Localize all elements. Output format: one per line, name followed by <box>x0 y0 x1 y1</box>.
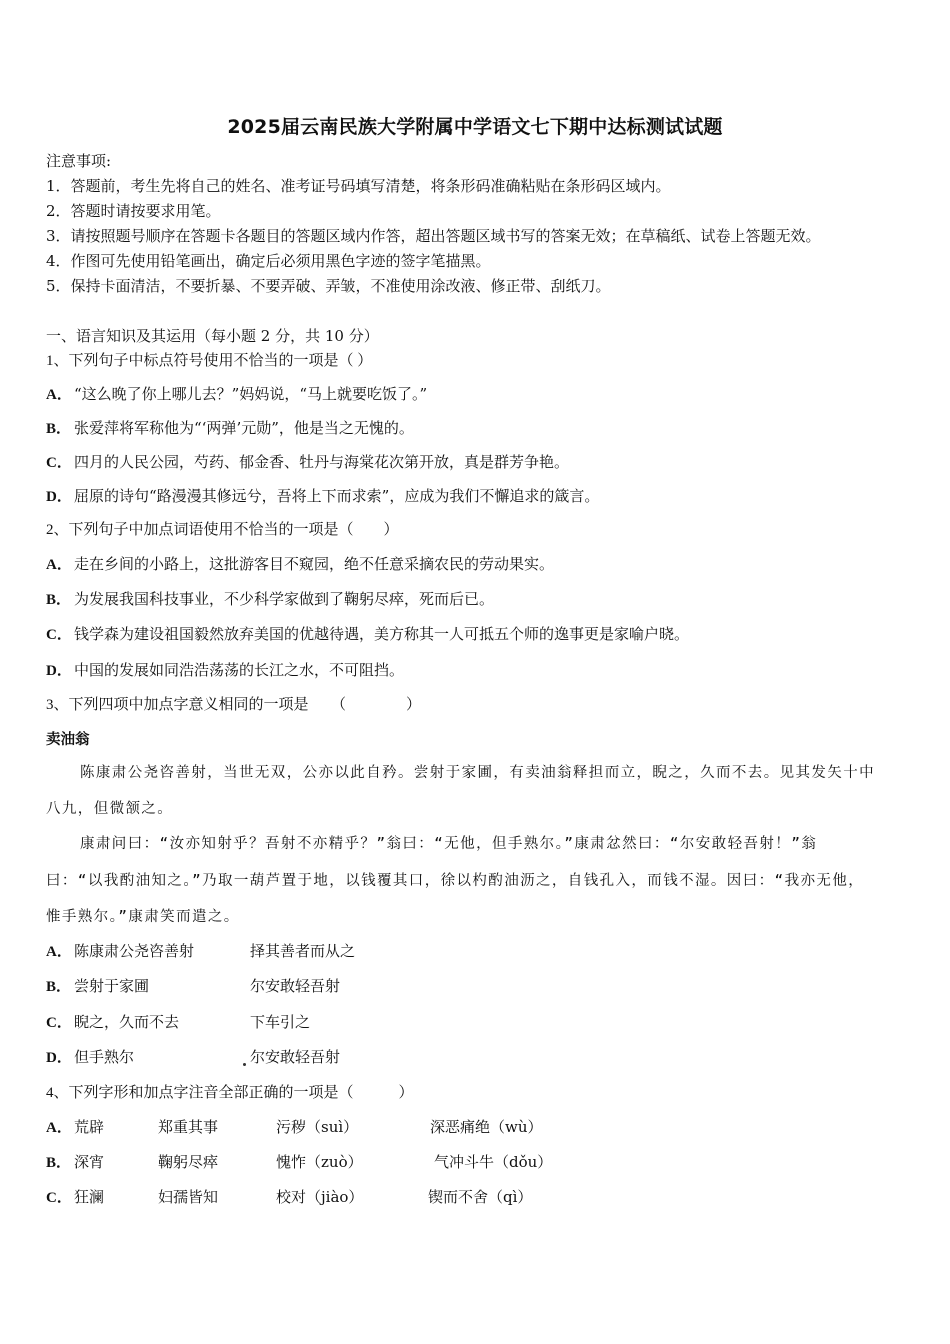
question-2-option-b <box>46 589 494 610</box>
option-left-text: 尝射于家圃 <box>74 977 150 995</box>
option-letter: B． <box>46 592 72 608</box>
question-3-option-c <box>46 1012 179 1033</box>
option-right-text: 尔安敢轻吾射 <box>250 1048 341 1066</box>
option-text: 中国的发展如同浩浩荡荡的长江之水，不可阻挡。 <box>74 661 405 679</box>
option-letter: D． <box>46 1050 72 1066</box>
notice-item: 4．作图可先使用铅笔画出，确定后必须用黑色字迹的签字笔描黑。 <box>46 252 491 270</box>
option-letter: A． <box>46 387 72 403</box>
option-text: “这么晚了你上哪儿去？”妈妈说，“马上就要吃饭了。” <box>74 385 428 403</box>
option-text: 为发展我国科技事业，不少科学家做到了鞠躬尽瘁，死而后已。 <box>74 590 495 608</box>
option-col-4: 锲而不舍（qì） <box>428 1188 533 1206</box>
option-letter: A． <box>46 1120 72 1136</box>
option-right-text: 择其善者而从之 <box>250 942 356 960</box>
option-col-1: 荒辟 <box>74 1118 105 1136</box>
option-letter: B． <box>46 421 72 437</box>
option-letter: C． <box>46 455 72 471</box>
passage-line: 陈康肃公尧咨善射，当世无双，公亦以此自矜。尝射于家圃，有卖油翁释担而立，睨之，久而不去。见其发矢十中 <box>80 765 875 781</box>
question-3-stem: 3、下列四项中加点字意义相同的一项是 （ ） <box>46 697 422 713</box>
notice-item: 2．答题时请按要求用笔。 <box>46 202 221 220</box>
notice-item: 5．保持卡面清洁，不要折暴、不要弄破、弄皱，不准使用涂改液、修正带、刮纸刀。 <box>46 277 611 295</box>
question-2-option-d <box>46 660 404 681</box>
question-3-option-a <box>46 941 194 962</box>
option-text: 张爱萍将军称他为“‘两弹’元勋”，他是当之无愧的。 <box>74 419 414 437</box>
option-right-text: 尔安敢轻吾射 <box>250 977 341 995</box>
option-left-text: 但手熟尔 <box>74 1048 135 1066</box>
question-1-option-d <box>46 486 599 507</box>
question-1-option-a <box>46 384 427 405</box>
option-letter: A． <box>46 557 72 573</box>
question-1-option-b <box>46 418 414 439</box>
question-4-stem: 4、下列字形和加点字注音全部正确的一项是（ ） <box>46 1085 414 1101</box>
option-right-text: 下车引之 <box>250 1013 311 1031</box>
option-letter: D． <box>46 489 72 505</box>
question-2-stem: 2、下列句子中加点词语使用不恰当的一项是（ ） <box>46 522 399 538</box>
option-text: 四月的人民公园，芍药、郁金香、牡丹与海棠花次第开放，真是群芳争艳。 <box>74 453 570 471</box>
option-col-4: 深恶痛绝（wù） <box>430 1118 543 1136</box>
passage-line: 惟手熟尔。”康肃笑而遣之。 <box>46 909 240 925</box>
question-3-option-b <box>46 976 149 997</box>
option-col-4: 气冲斗牛（dǒu） <box>434 1153 553 1171</box>
option-left-text: 睨之，久而不去 <box>74 1013 180 1031</box>
option-letter: C． <box>46 627 72 643</box>
option-col-3: 校对（jiào） <box>276 1188 364 1206</box>
option-text: 走在乡间的小路上，这批游客目不窥园，绝不任意采摘农民的劳动果实。 <box>74 555 555 573</box>
question-2-option-c <box>46 624 689 645</box>
question-4-option-a <box>46 1117 104 1138</box>
option-letter: A． <box>46 944 72 960</box>
option-col-1: 狂澜 <box>74 1188 105 1206</box>
option-left-text: 陈康肃公尧咨善射 <box>74 942 195 960</box>
passage-title: 卖油翁 <box>46 731 90 748</box>
question-1-option-c <box>46 452 569 473</box>
notice-item: 3．请按照题号顺序在答题卡各题目的答题区域内作答，超出答题区域书写的答案无效；在草稿纸、试卷上答题无效。 <box>46 227 821 245</box>
option-text: 钱学森为建设祖国毅然放弃美国的优越待遇，美方称其一人可抵五个师的逸事更是家喻户晓。 <box>74 625 690 643</box>
option-col-3: 污秽（suì） <box>276 1118 359 1136</box>
option-text: 屈原的诗句“路漫漫其修远兮，吾将上下而求索”，应成为我们不懈追求的箴言。 <box>74 487 600 505</box>
notice-heading: 注意事项: <box>46 152 112 170</box>
section-heading: 一、语言知识及其运用（每小题 2 分，共 10 分） <box>46 327 379 345</box>
question-4-option-b <box>46 1152 104 1173</box>
question-2-option-a <box>46 554 554 575</box>
exam-title: 2025届云南民族大学附属中学语文七下期中达标测试试题 <box>227 116 723 138</box>
option-letter: B． <box>46 979 72 995</box>
option-col-1: 深宵 <box>74 1153 105 1171</box>
option-letter: B． <box>46 1155 72 1171</box>
option-col-2: 妇孺皆知 <box>158 1188 219 1206</box>
emphasis-dot <box>243 1063 246 1066</box>
option-letter: C． <box>46 1190 72 1206</box>
passage-line: 曰：“以我酌油知之。”乃取一葫芦置于地，以钱覆其口，徐以杓酌油沥之，自钱孔入，而钱不湿。因曰：“我亦无他， <box>46 873 865 889</box>
option-col-2: 鞠躬尽瘁 <box>158 1153 219 1171</box>
passage-line: 八九，但微颔之。 <box>46 801 174 817</box>
option-letter: D． <box>46 663 72 679</box>
option-col-2: 郑重其事 <box>158 1118 219 1136</box>
notice-item: 1．答题前，考生先将自己的姓名、准考证号码填写清楚，将条形码准确粘贴在条形码区域内。 <box>46 177 671 195</box>
question-3-option-d <box>46 1047 134 1068</box>
option-col-3: 愧怍（zuò） <box>276 1153 363 1171</box>
question-4-option-c <box>46 1187 104 1208</box>
question-1-stem: 1、下列句子中标点符号使用不恰当的一项是（ ） <box>46 353 373 369</box>
option-letter: C． <box>46 1015 72 1031</box>
passage-line: 康肃问曰：“汝亦知射乎？吾射不亦精乎？”翁曰：“无他，但手熟尔。”康肃忿然曰：“尔安敢轻吾射！”翁 <box>80 836 818 852</box>
